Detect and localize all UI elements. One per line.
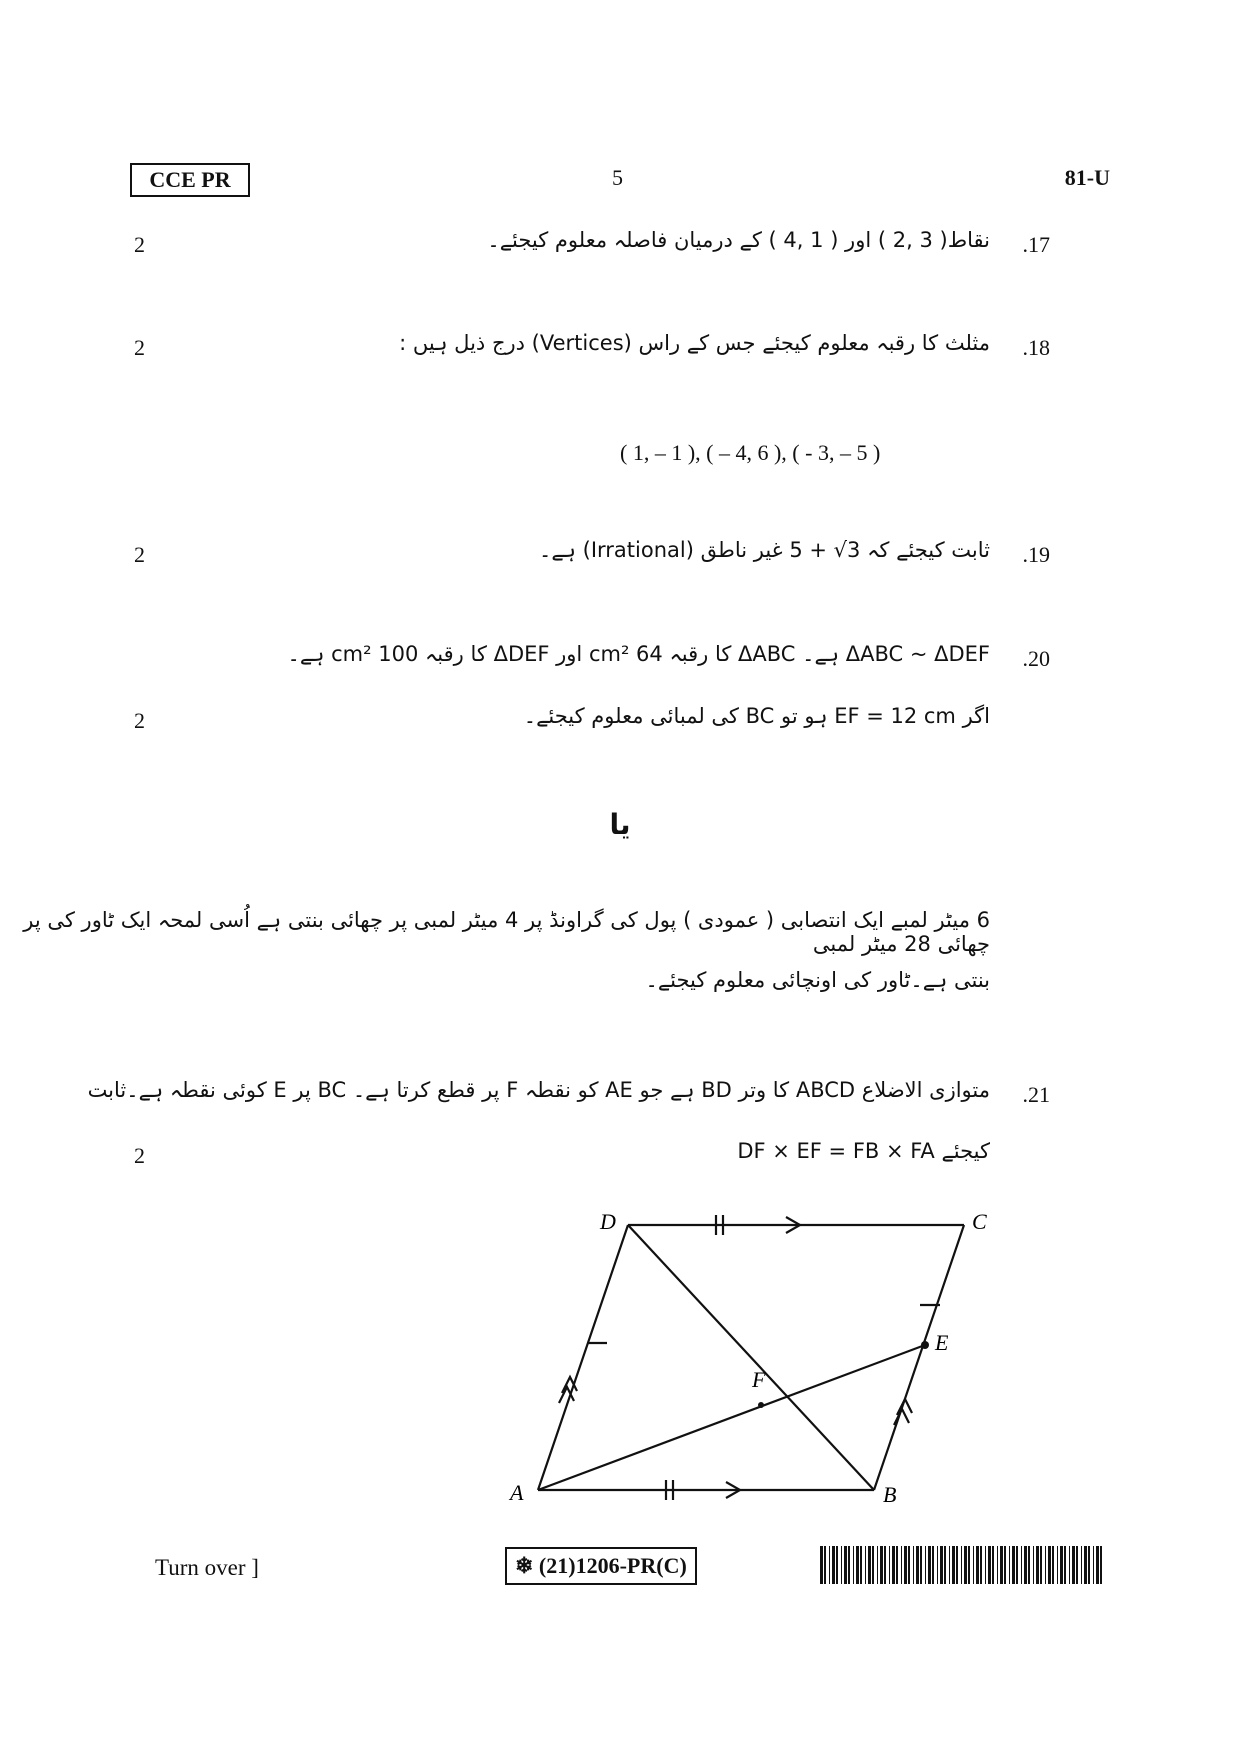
page-number: 5 bbox=[612, 165, 623, 190]
header-tag: CCE PR bbox=[130, 163, 250, 197]
q17-marks: 2 bbox=[134, 232, 145, 257]
q19-marks: 2 bbox=[134, 542, 145, 567]
q18-number: .18 bbox=[1022, 335, 1050, 360]
q21-marks: 2 bbox=[134, 1143, 145, 1168]
q21-line1: متوازی الاضلاع ABCD کا وتر BD ہے جو AE کو نقطہ F پر قطع کرتا ہے۔ BC پر E کوئی نقطہ ہے۔ثابت bbox=[87, 1078, 990, 1102]
barcode-icon bbox=[820, 1546, 1106, 1584]
alt-line2: بنتی ہے۔ٹاور کی اونچائی معلوم کیجئے۔ bbox=[645, 968, 990, 992]
side-CB bbox=[874, 1225, 964, 1490]
q21-line2: کیجئے DF × EF = FB × FA bbox=[737, 1139, 990, 1163]
label-E: E bbox=[935, 1330, 949, 1355]
q17-number: .17 bbox=[1022, 232, 1050, 257]
point-E bbox=[921, 1341, 929, 1349]
alt-line1: 6 میٹر لمبے ایک انتصابی ( عمودی ) پول کی گراونڈ پر 4 میٹر لمبی پر چھائی بنتی ہے اُسی لمحہ ایک ٹاور کی پر چھائی 28 میٹر لمبی bbox=[23, 908, 990, 956]
q20-line2: اگر EF = 12 cm ہو تو BC کی لمبائی معلوم کیجئے۔ bbox=[523, 704, 990, 728]
q18-text: مثلث کا رقبہ معلوم کیجئے جس کے راس (Vertices) درج ذیل ہیں : bbox=[399, 331, 990, 355]
parallelogram-figure bbox=[500, 1205, 1020, 1505]
label-B: B bbox=[883, 1482, 897, 1505]
turn-over-text: Turn over ] bbox=[155, 1555, 259, 1580]
point-F bbox=[758, 1402, 764, 1408]
segment-AE bbox=[538, 1345, 925, 1490]
booklet-code: ❄ (21)1206-PR(C) bbox=[505, 1547, 697, 1585]
q20-marks: 2 bbox=[134, 708, 145, 733]
q18-marks: 2 bbox=[134, 335, 145, 360]
q21-number: .21 bbox=[1022, 1082, 1050, 1107]
label-D: D bbox=[600, 1209, 616, 1234]
paper-code: 81-U bbox=[1064, 165, 1110, 190]
q19-number: .19 bbox=[1022, 542, 1050, 567]
label-C: C bbox=[972, 1209, 987, 1234]
q20-line1: ΔABC ~ ΔDEF ہے۔ ΔABC کا رقبہ 64 cm² اور ΔDEF کا رقبہ 100 cm² ہے۔ bbox=[287, 642, 990, 666]
label-F: F bbox=[752, 1367, 766, 1392]
q20-number: .20 bbox=[1022, 646, 1050, 671]
label-A: A bbox=[510, 1480, 524, 1505]
q18-vertices: ( 1, – 1 ), ( – 4, 6 ), ( - 3, – 5 ) bbox=[620, 440, 881, 465]
side-AD bbox=[538, 1225, 628, 1490]
or-label: یا bbox=[609, 808, 631, 841]
q17-text: نقاط( 3 ,2 ) اور ( 1 ,4 ) کے درمیان فاصلہ معلوم کیجئے۔ bbox=[487, 228, 990, 252]
diagonal-BD bbox=[628, 1225, 874, 1490]
q19-text: ثابت کیجئے کہ 3√ + 5 غیر ناطق (Irrational) ہے۔ bbox=[539, 538, 990, 562]
